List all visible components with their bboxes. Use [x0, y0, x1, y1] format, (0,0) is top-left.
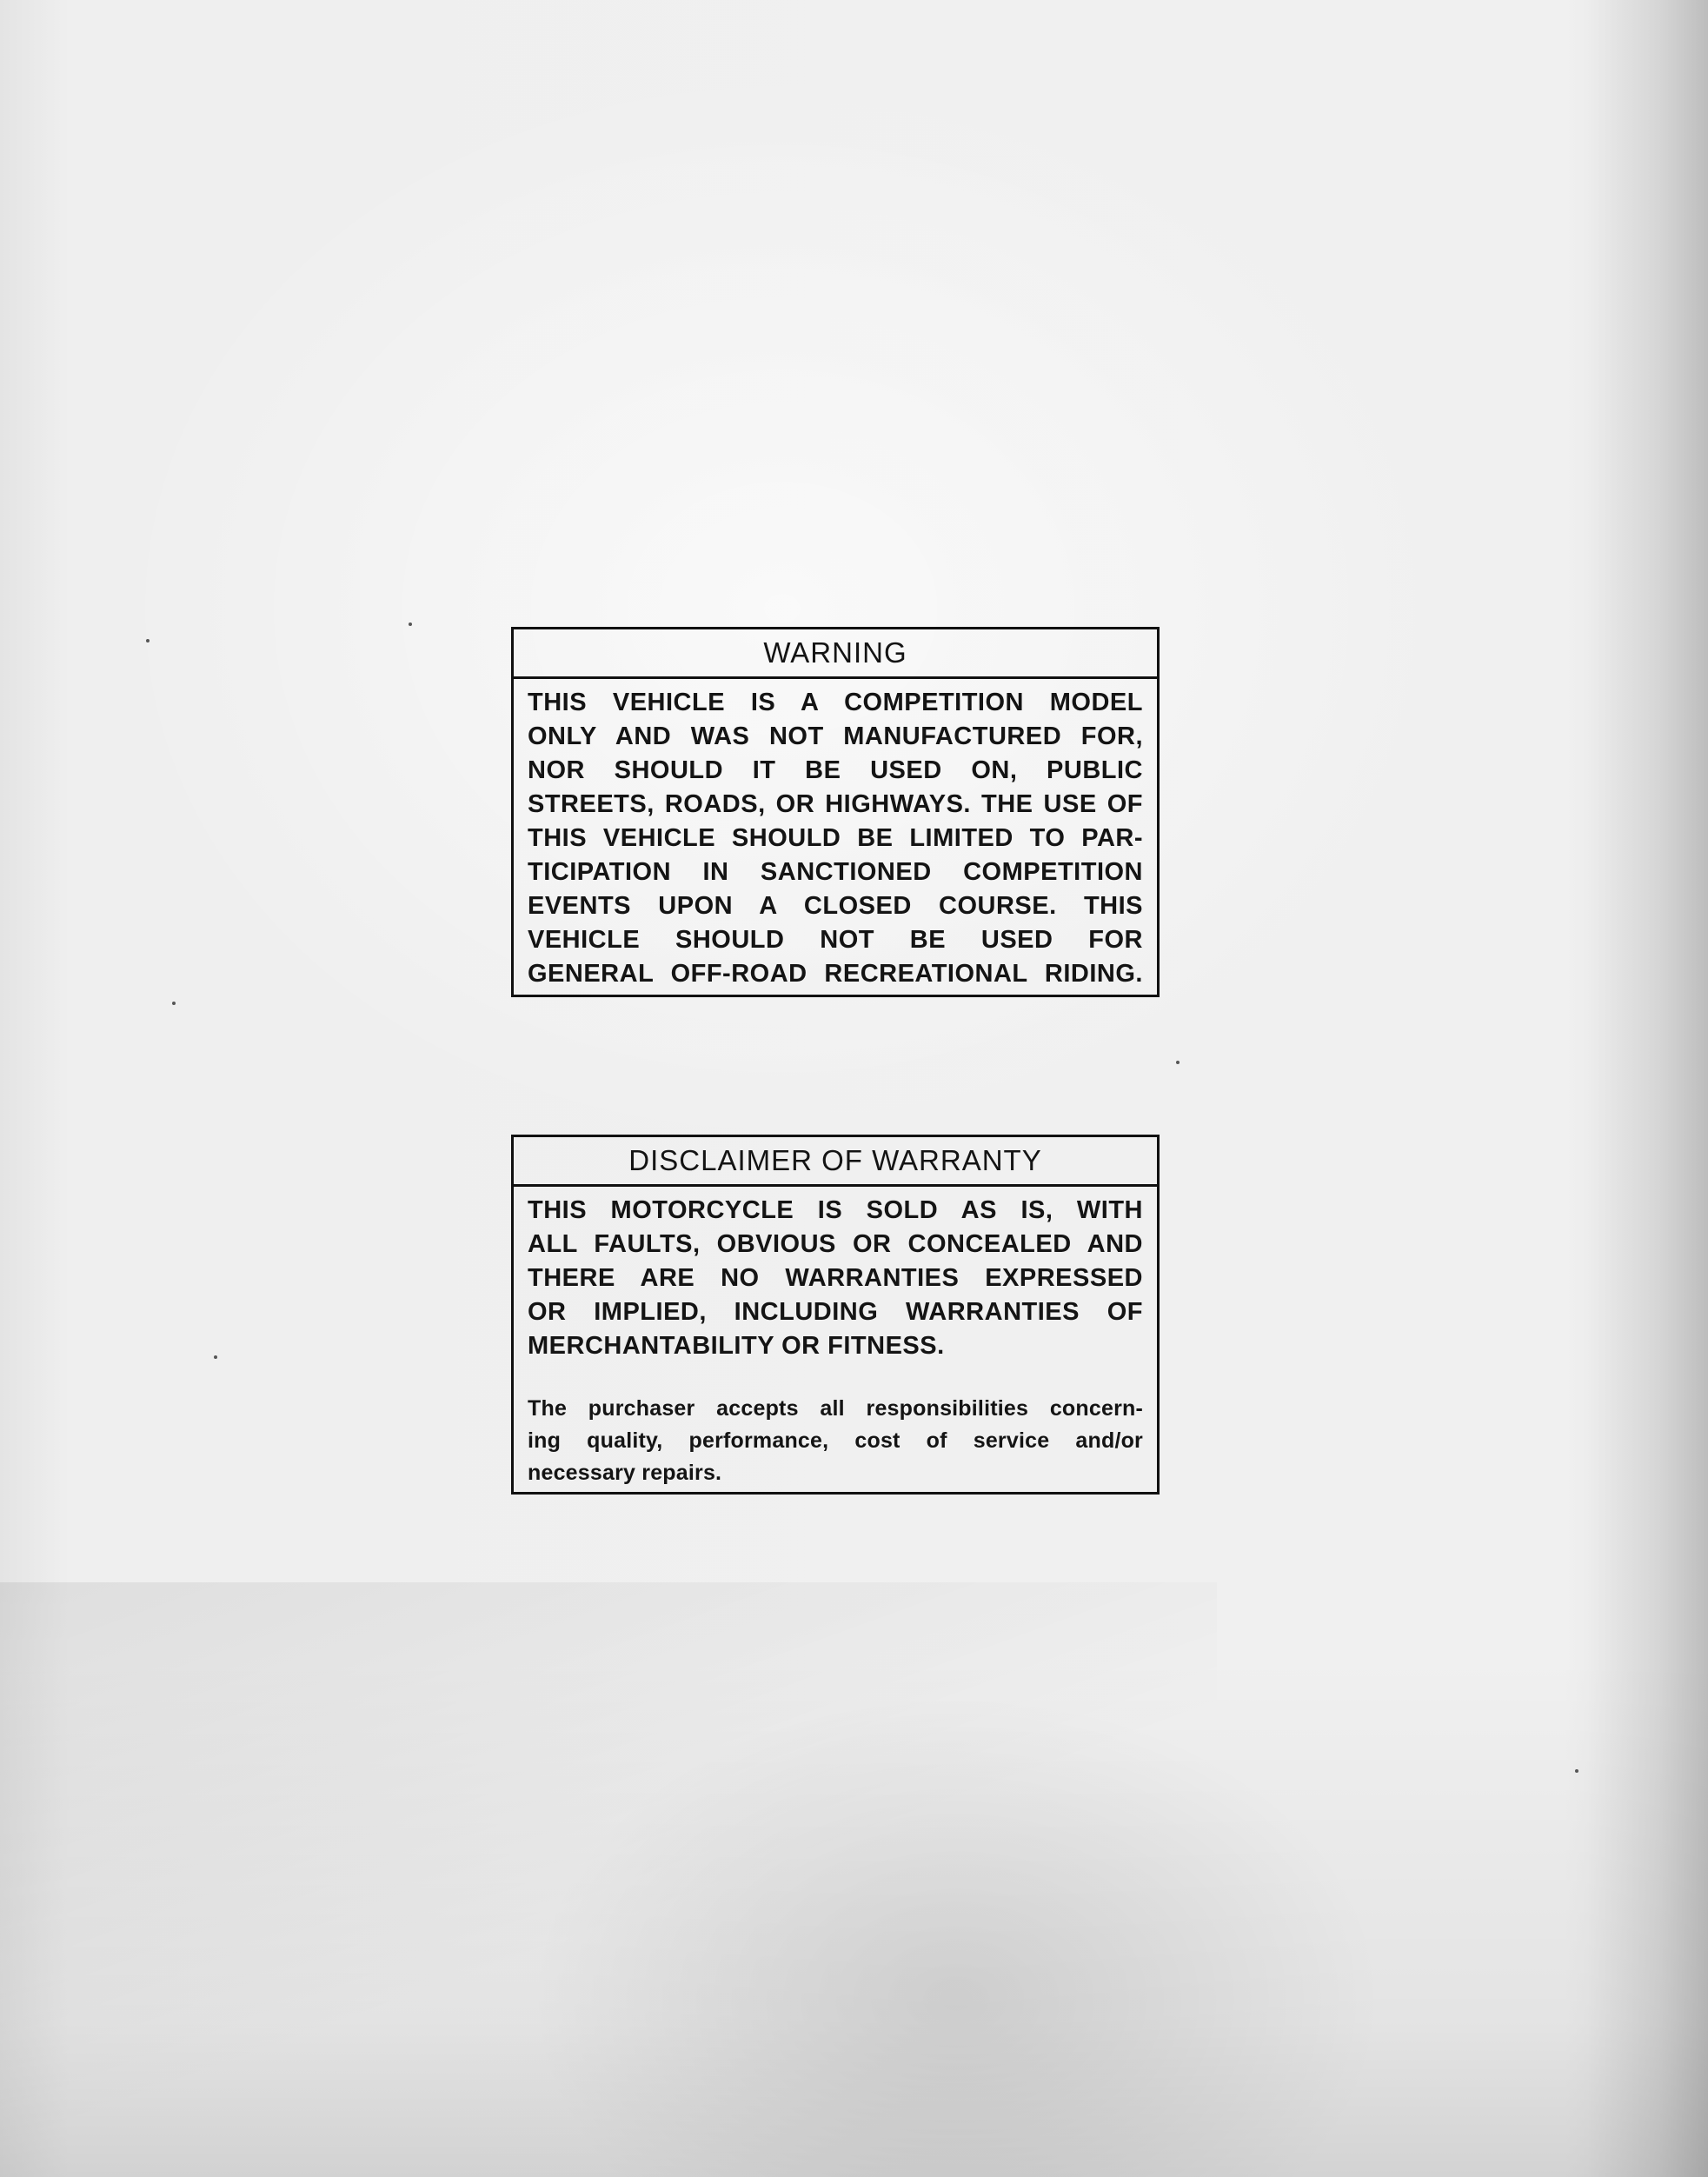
warning-line: EVENTS UPON A CLOSED COURSE. THIS [528, 892, 1143, 920]
dust-speck [214, 1355, 217, 1359]
warning-body [514, 679, 1157, 998]
disclaimer-line: OR IMPLIED, INCLUDING WARRANTIES OF [528, 1298, 1143, 1326]
warning-line: GENERAL OFF-ROAD RECREATIONAL RIDING. [528, 960, 1143, 988]
disclaimer-body [514, 1187, 1157, 1496]
dust-speck [1176, 1061, 1180, 1064]
warning-line: THIS VEHICLE SHOULD BE LIMITED TO PAR- [528, 824, 1143, 852]
disclaimer-line: THIS MOTORCYCLE IS SOLD AS IS, WITH [528, 1196, 1143, 1224]
disclaimer-line: MERCHANTABILITY OR FITNESS. [528, 1332, 945, 1360]
page-bottom-shadow [0, 1655, 1708, 2177]
disclaimer-note-line: The purchaser accepts all responsibilities concern- [528, 1396, 1143, 1421]
warning-line: ONLY AND WAS NOT MANUFACTURED FOR, [528, 722, 1143, 750]
disclaimer-notice [511, 1135, 1160, 1495]
dust-speck [146, 639, 150, 642]
warning-line: THIS VEHICLE IS A COMPETITION MODEL [528, 689, 1143, 716]
dust-speck [172, 1002, 176, 1005]
disclaimer-title: DISCLAIMER OF WARRANTY [514, 1137, 1157, 1187]
warning-line: NOR SHOULD IT BE USED ON, PUBLIC [528, 756, 1143, 784]
paragraph-gap [528, 1363, 1143, 1393]
warning-title: WARNING [514, 629, 1157, 679]
warning-line: TICIPATION IN SANCTIONED COMPETITION [528, 858, 1143, 886]
disclaimer-note-line: ing quality, performance, cost of service and/or [528, 1428, 1143, 1453]
warning-line: VEHICLE SHOULD NOT BE USED FOR [528, 926, 1143, 954]
dust-speck [1575, 1769, 1578, 1773]
disclaimer-line: THERE ARE NO WARRANTIES EXPRESSED [528, 1264, 1143, 1292]
dust-speck [409, 622, 412, 626]
disclaimer-note-line: necessary repairs. [528, 1461, 722, 1485]
disclaimer-line: ALL FAULTS, OBVIOUS OR CONCEALED AND [528, 1230, 1143, 1258]
warning-notice [511, 627, 1160, 997]
warning-line: STREETS, ROADS, OR HIGHWAYS. THE USE OF [528, 790, 1143, 818]
